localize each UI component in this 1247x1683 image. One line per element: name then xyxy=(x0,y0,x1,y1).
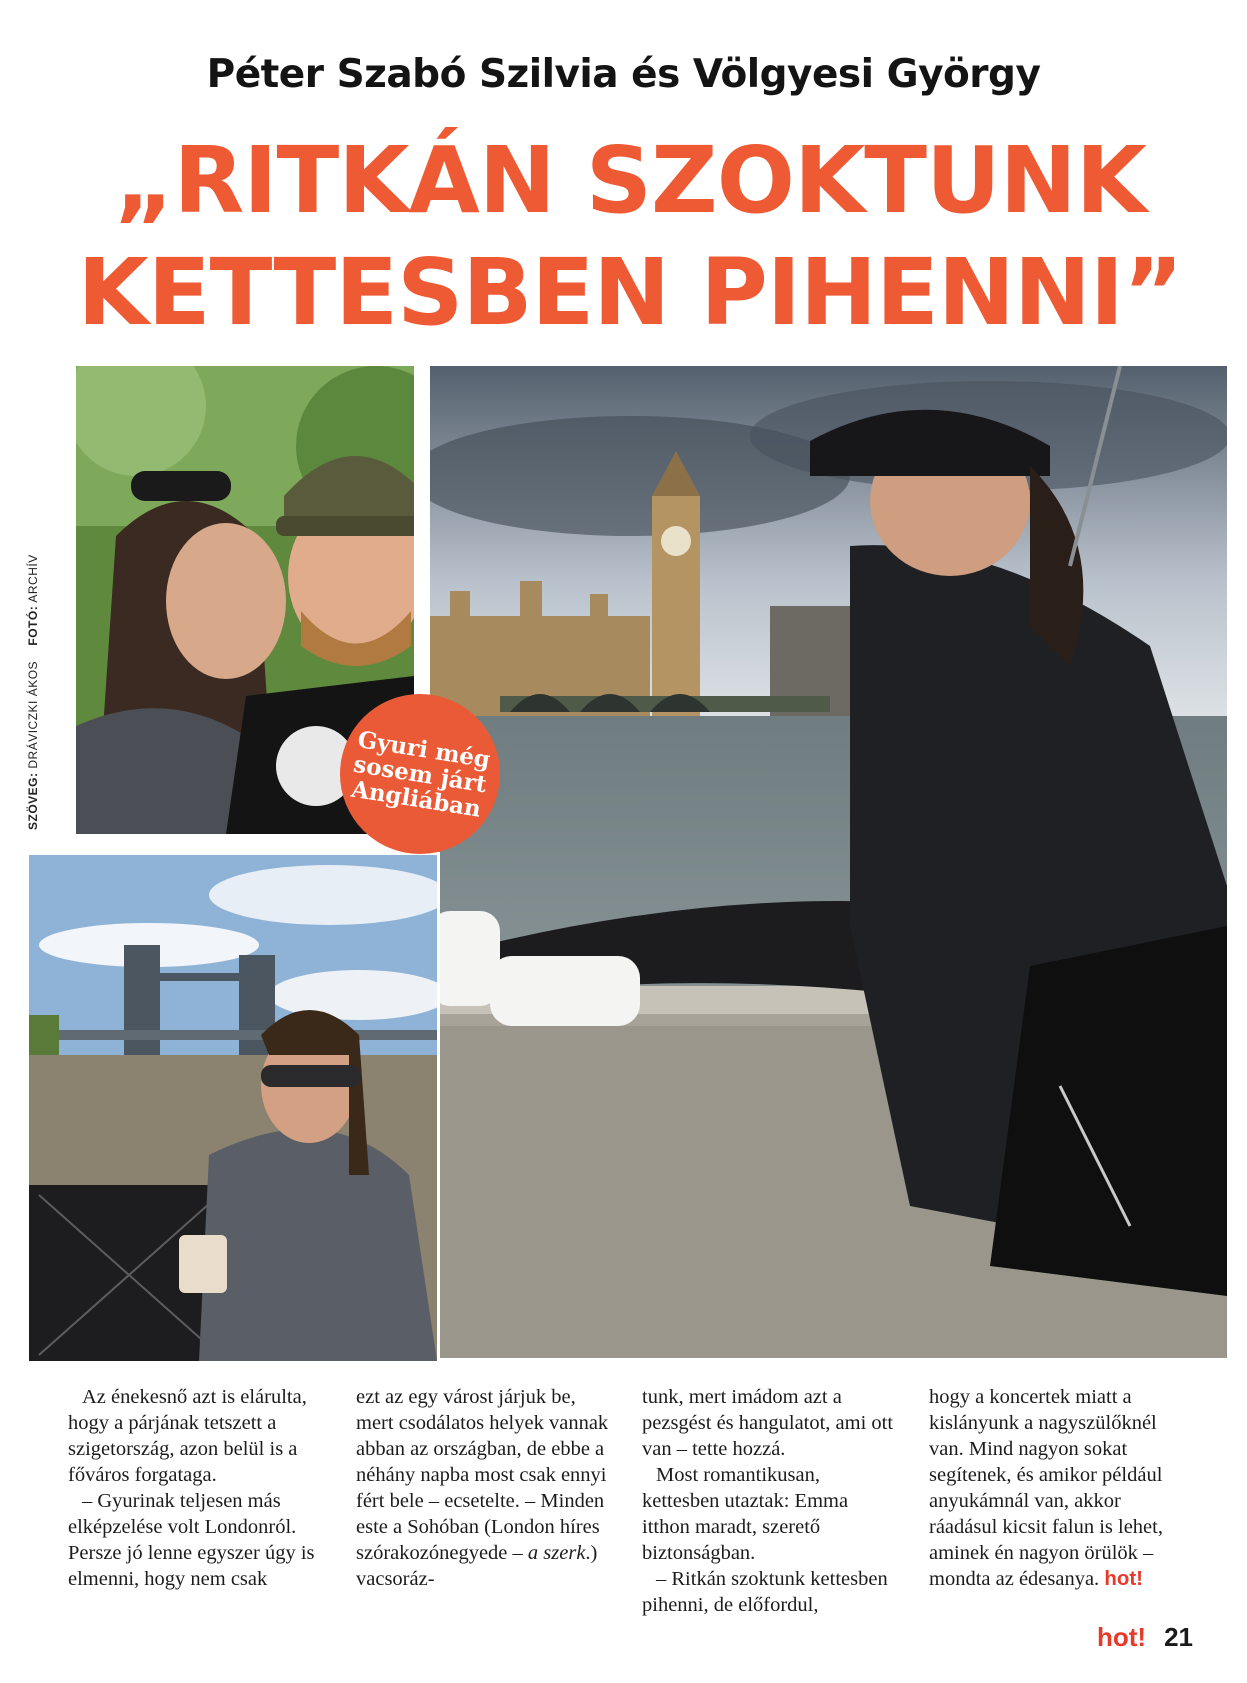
column-3-paragraph-2: Most romantikusan, kettesben utaztak: Emma itthon maradt, szerető biztonságban. xyxy=(642,1464,849,1564)
column-4-text: hogy a koncertek miatt a kislányunk a nagyszülőknél van. Mind nagyon sokat segítenek, és amikor például anyukámnál van, akkor ráadásul kicsit falun is lehet, aminek én nagyon örülök – mondta az édesanya. xyxy=(929,1386,1163,1590)
column-2-paragraph-1 xyxy=(356,1384,614,1592)
column-3-paragraph-1: tunk, mert imádom azt a pezsgést és hangulatot, ami ott van – tette hozzá. xyxy=(642,1386,894,1460)
column-2-text-a: ezt az egy várost járjuk be, mert csodálatos helyek vannak abban az országban, de ebbe a néhány napba most csak ennyi fért bele – ecsetelte. – Minden este a Sohóban (London híres szórakozónegyede – xyxy=(356,1386,609,1564)
badge-text: Gyuri még sosem járt Angliában xyxy=(349,725,493,823)
photo-credit xyxy=(26,554,40,830)
article-column-4 xyxy=(929,1384,1187,1592)
credit-text-name: DRÁVICZKI ÁKOS xyxy=(26,660,40,769)
credit-photo-name: ARCHÍV xyxy=(26,554,40,603)
column-3-paragraph-3: – Ritkán szoktunk kettesben pihenni, de előfordul, xyxy=(642,1568,888,1616)
article-headline xyxy=(40,125,1220,349)
column-1-paragraph-2: – Gyurinak teljesen más elképzelése volt Londonról. Persze jó lenne egyszer úgy is elmenni, hogy nem csak xyxy=(68,1490,315,1590)
column-2-italic: a szerk xyxy=(527,1542,586,1564)
headline-line-1: „RITKÁN SZOKTUNK xyxy=(113,127,1147,234)
article-column-2 xyxy=(356,1384,614,1592)
column-2-text-b: .) vacsoráz- xyxy=(356,1542,598,1590)
quote-badge xyxy=(340,694,500,854)
credit-photo-label: FOTÓ: xyxy=(26,605,40,646)
big-ben-main-photo xyxy=(430,366,1227,1358)
page-folio xyxy=(1097,1622,1193,1653)
tower-bridge-photo xyxy=(26,852,440,1364)
article-column-1 xyxy=(68,1384,326,1592)
credit-text-label: SZÖVEG: xyxy=(26,772,40,830)
column-1-paragraph-1: Az énekesnő azt is elárulta, hogy a párjának tetszett a szigetország, azon belül is a főváros forgataga. xyxy=(68,1386,307,1486)
column-4-paragraph-1 xyxy=(929,1384,1187,1592)
page-number: 21 xyxy=(1164,1622,1193,1652)
magazine-brand: hot! xyxy=(1096,1622,1147,1652)
article-kicker: Péter Szabó Szilvia és Völgyesi György xyxy=(206,52,1041,97)
article-signoff: hot! xyxy=(1104,1567,1144,1590)
article-column-3 xyxy=(642,1384,900,1618)
headline-line-2: KETTESBEN PIHENNI” xyxy=(77,239,1183,346)
